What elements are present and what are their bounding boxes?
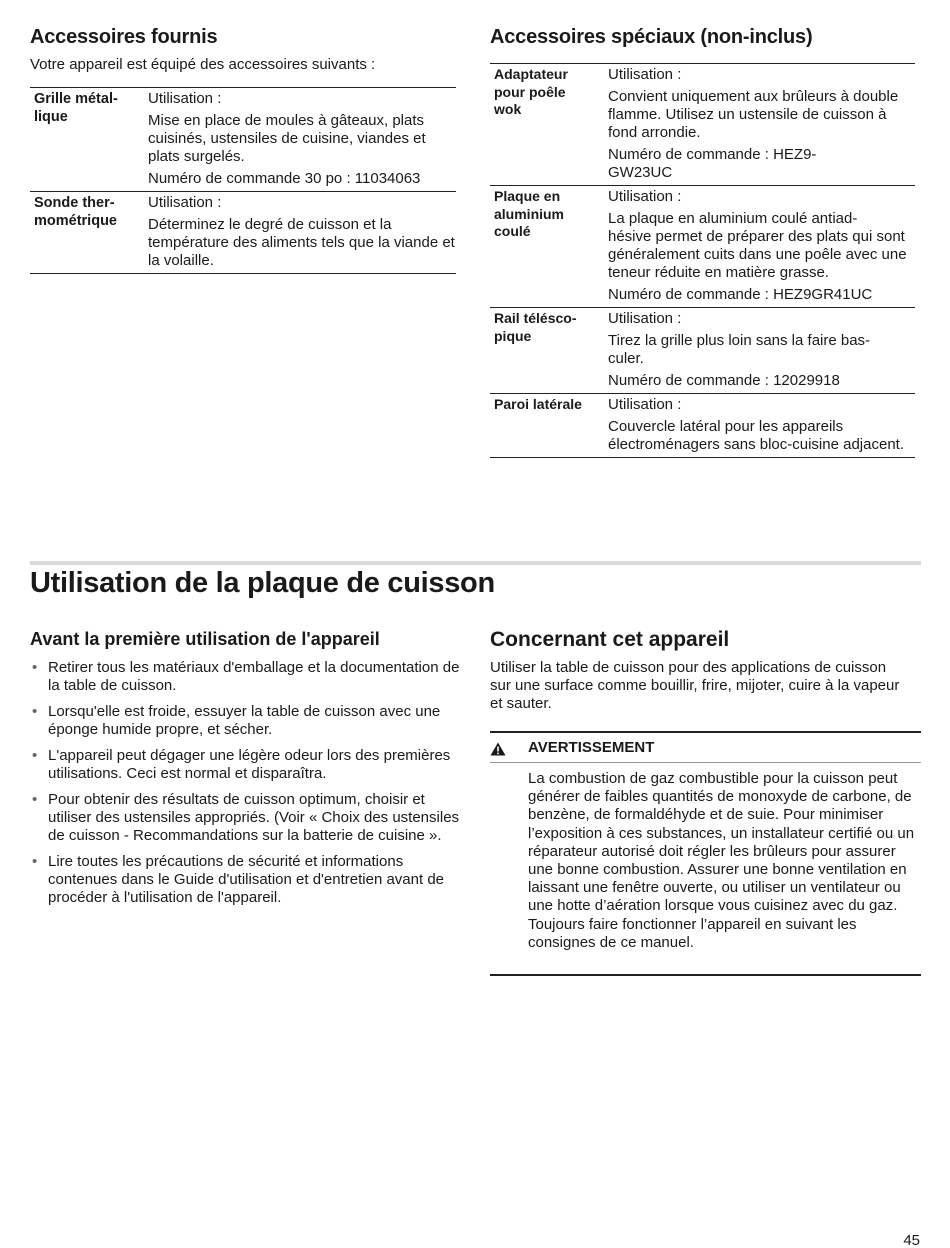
before-first-use-list [30,659,460,915]
list-item-text: Lire toutes les précautions de sécurité et informations contenues dans le Guide d'utilisation et d'entretien avant de procéder à l'utilisation de l'appareil. [48,853,444,906]
accessory-term: Rail télésco- pique [494,310,577,344]
list-item-text: Pour obtenir des résultats de cuisson optimum, choisir et utiliser des ustensiles appropriés. (Voir « Choix des ustensiles de cuisson - Recommandations sur la batterie de cuisine ». [48,791,460,844]
before-first-use-title: Avant la première utilisation de l'appareil [30,629,380,649]
about-appliance-text: Utiliser la table de cuisson pour des applications de cuisson sur une surface comme bouillir, frire, mijoter, cuire à la vapeur et sauter. [490,659,900,712]
bullet-icon: • [32,853,38,870]
accessory-row [490,64,915,185]
usage-label: Utilisation : [148,90,222,107]
usage-label: Utilisation : [608,66,682,83]
section-divider [30,561,921,565]
warning-box [490,731,921,976]
accessory-row [490,185,915,307]
warning-header [490,739,921,763]
page-number: 45 [903,1232,920,1248]
warning-text: La combustion de gaz combustible pour la cuisson peut générer de faibles quantités de monoxyde de carbone, de benzène, de formaldéhyde et de suie. Pour minimiser l’exposition à ces substances, un installateur certifié ou un réparateur autorisé doit régler les brûleurs pour assurer une bonne combustion. Assurer une bonne ventilation en laissant une fenêtre ouverte, ou utiliser un ventilateur ou une hotte d’aération lorsque vous cuisinez avec du gaz. Toujours faire fonctionner l’appareil en suivant les consignes de ce manuel. [528,770,915,951]
bullet-icon: • [32,747,38,764]
list-item-text: Retirer tous les matériaux d'emballage et la documentation de la table de cuisson. [48,659,460,694]
usage-text: La plaque en aluminium coulé antiad- hésive permet de préparer des plats qui sont généralement cuits dans une poêle avec une teneur réduite en matière grasse. [608,210,907,281]
list-item [30,747,460,783]
list-item [30,791,460,845]
order-number: Numéro de commande : HEZ9GR41UC [608,286,873,303]
accessory-row [490,307,915,393]
accessory-term: Paroi latérale [494,396,582,412]
list-item [30,659,460,695]
accessory-description [148,192,456,273]
accessories-included-title: Accessoires fournis [30,26,218,48]
special-accessories-title: Accessoires spéciaux (non-inclus) [490,26,813,48]
warning-title: AVERTISSEMENT [528,739,655,756]
accessory-term: Adaptateur pour poêle wok [494,66,568,117]
accessory-term: Sonde ther- mométrique [34,195,117,229]
usage-text: Déterminez le degré de cuisson et la température des aliments tels que la viande et la volaille. [148,216,455,269]
accessories-included-table [30,87,456,274]
list-item-text: L'appareil peut dégager une légère odeur lors des premières utilisations. Ceci est normal et disparaîtra. [48,747,451,782]
warning-triangle-icon [490,742,506,756]
accessory-description [608,394,915,457]
main-heading: Utilisation de la plaque de cuisson [30,567,495,599]
accessory-description [608,308,915,393]
usage-text: Tirez la grille plus loin sans la faire bas- culer. [608,332,871,367]
usage-label: Utilisation : [608,188,682,205]
order-number: Numéro de commande : HEZ9- GW23UC [608,146,817,181]
order-number: Numéro de commande 30 po : 11034063 [148,170,421,187]
accessory-description [608,64,915,185]
list-item [30,853,460,907]
bullet-icon: • [32,659,38,676]
accessory-term: Grille métal- lique [34,91,118,125]
about-appliance-title: Concernant cet appareil [490,628,730,651]
accessories-included-intro: Votre appareil est équipé des accessoires suivants : [30,56,376,73]
usage-text: Couvercle latéral pour les appareils électroménagers sans bloc-cuisine adjacent. [608,418,904,453]
list-item-text: Lorsqu'elle est froide, essuyer la table de cuisson avec une éponge humide propre, et sécher. [48,703,441,738]
usage-text: Mise en place de moules à gâteaux, plats cuisinés, ustensiles de cuisine, viandes et plats surgelés. [148,112,426,165]
special-accessories-table [490,63,915,458]
usage-text: Convient uniquement aux brûleurs à double flamme. Utilisez un ustensile de cuisson à fond arrondie. [608,88,899,141]
accessory-description [608,186,915,307]
accessory-row [490,393,915,457]
accessory-term: Plaque en aluminium coulé [494,188,565,239]
accessory-row [30,88,456,191]
usage-label: Utilisation : [608,310,682,327]
bullet-icon: • [32,703,38,720]
bullet-icon: • [32,791,38,808]
order-number: Numéro de commande : 12029918 [608,372,840,389]
usage-label: Utilisation : [608,396,682,413]
list-item [30,703,460,739]
usage-label: Utilisation : [148,194,222,211]
accessory-description [148,88,456,191]
accessory-row [30,191,456,273]
